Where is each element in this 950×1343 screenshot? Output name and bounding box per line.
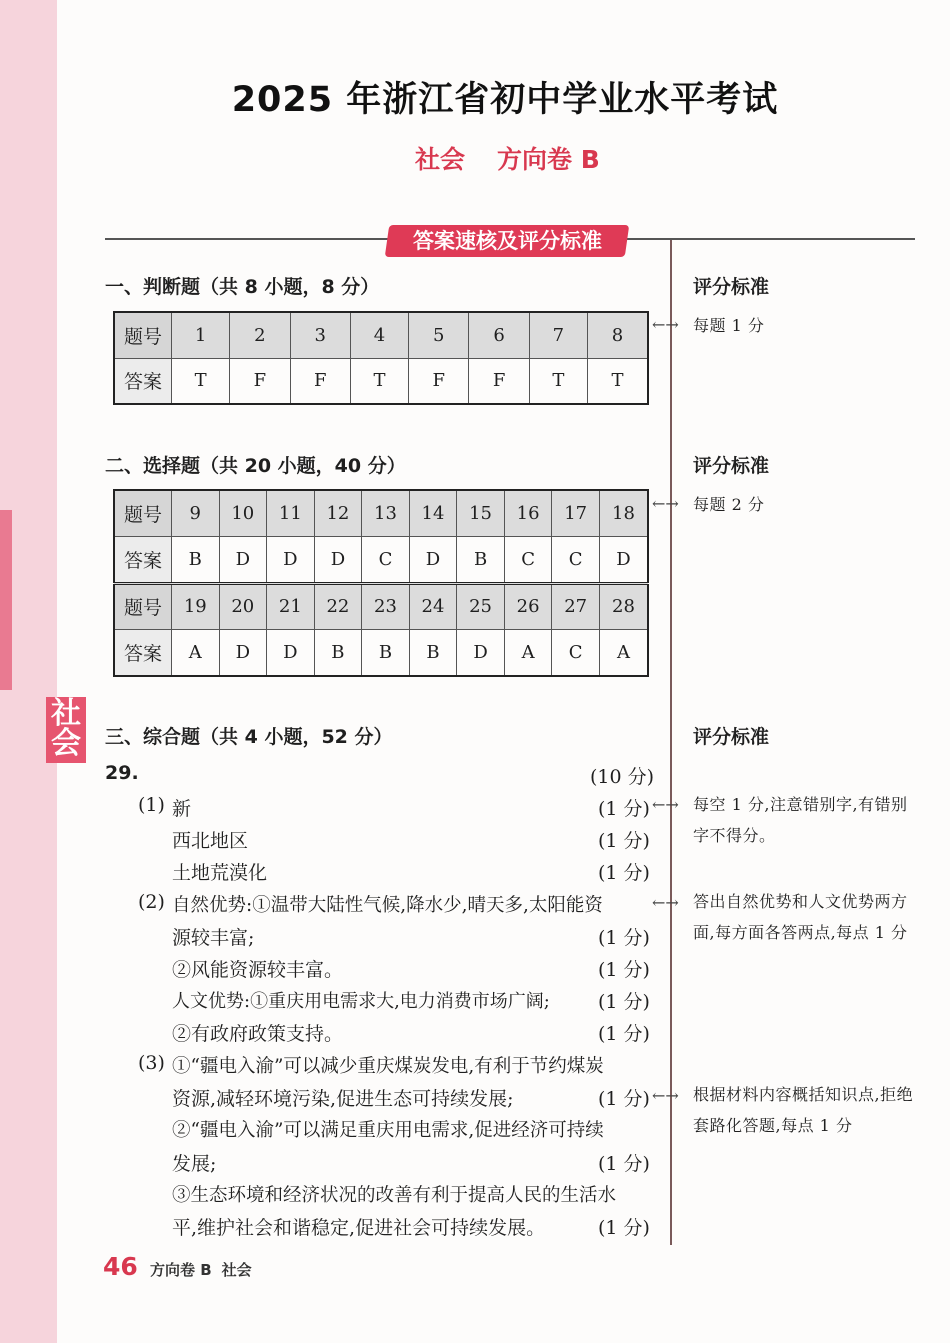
table-cell: 24: [409, 583, 457, 630]
table-cell: 9: [172, 490, 220, 537]
table-cell: 11: [267, 490, 315, 537]
table-cell: A: [172, 630, 220, 677]
pointer-arrow-icon: ←→: [652, 1086, 679, 1105]
q29-part2-line5: ②有政府政策支持。: [172, 1023, 344, 1045]
table-row: [114, 490, 648, 537]
table-cell: F: [409, 358, 469, 404]
table-cell: A: [599, 630, 648, 677]
table-cell: 12: [314, 490, 362, 537]
table-cell: 21: [267, 583, 315, 630]
point-score: (1 分): [598, 830, 650, 852]
subject-side-tab: 社会: [46, 697, 86, 763]
table-cell: 23: [362, 583, 410, 630]
q29-part3-label: (3): [138, 1052, 165, 1074]
q29-part1-line3: 土地荒漠化: [172, 862, 268, 884]
table-cell: C: [552, 630, 600, 677]
table-cell: D: [267, 537, 315, 584]
q29-part3-line4: 发展;: [172, 1153, 217, 1175]
table-cell: 13: [362, 490, 410, 537]
table-cell: F: [469, 358, 529, 404]
section1-table: [113, 311, 649, 405]
table-cell: D: [599, 537, 648, 584]
answer-banner-text: 答案速核及评分标准: [412, 229, 602, 253]
table-cell: 17: [552, 490, 600, 537]
table-cell: 22: [314, 583, 362, 630]
q29-part3-line5: ③生态环境和经济状况的改善有利于提高人民的生活水: [172, 1185, 617, 1206]
table-cell: 1: [172, 312, 230, 358]
table-cell: D: [409, 537, 457, 584]
table-cell: 18: [599, 490, 648, 537]
section3-criteria-note2: 答出自然优势和人文优势两方面,每方面各答两点,每点 1 分: [693, 892, 908, 942]
table-cell: B: [172, 537, 220, 584]
section1-criteria-heading: 评分标准: [693, 276, 770, 298]
section3-criteria-note3: 根据材料内容概括知识点,拒绝套路化答题,每点 1 分: [693, 1085, 914, 1135]
table-cell: F: [290, 358, 350, 404]
pointer-arrow-icon: ←→: [652, 494, 679, 513]
table-cell: 2: [230, 312, 290, 358]
q29-part2-line1: 自然优势:①温带大陆性气候,降水少,晴天多,太阳能资: [172, 895, 603, 916]
pointer-arrow-icon: ←→: [652, 315, 679, 334]
q29-part3-line3: ②“疆电入渝”可以满足重庆用电需求,促进经济可持续: [172, 1120, 604, 1141]
subtitle-subject: 社会: [415, 145, 466, 174]
q29-total: (10 分): [590, 766, 655, 788]
section2-criteria-note: 每题 2 分: [693, 495, 765, 514]
section3-criteria-note1: 每空 1 分,注意错别字,有错别字不得分。: [693, 795, 908, 845]
table-cell: 27: [552, 583, 600, 630]
answer-banner: [385, 225, 629, 257]
table-row: [114, 358, 648, 404]
table-cell: B: [362, 630, 410, 677]
table-cell: D: [219, 537, 267, 584]
table-cell: 3: [290, 312, 350, 358]
table-cell: C: [552, 537, 600, 584]
table-row: [114, 312, 648, 358]
q29-part2-line3: ②风能资源较丰富。: [172, 959, 344, 981]
table-cell: 26: [504, 583, 552, 630]
point-score: (1 分): [598, 959, 650, 981]
table-cell: 5: [409, 312, 469, 358]
table-cell: 16: [504, 490, 552, 537]
point-score: (1 分): [598, 1023, 650, 1045]
pointer-arrow-icon: ←→: [652, 795, 679, 814]
row-label-number: 题号: [114, 583, 172, 630]
section3-heading: 三、综合题（共 4 小题，52 分）: [105, 726, 393, 748]
table-cell: F: [230, 358, 290, 404]
footer-paper: 方向卷 B: [150, 1261, 212, 1279]
q29-part2-line2: 源较丰富;: [172, 927, 255, 949]
table-cell: C: [362, 537, 410, 584]
table-cell: T: [350, 358, 408, 404]
subtitle-paper: 方向卷 B: [497, 145, 600, 174]
row-label-answer: 答案: [114, 358, 172, 404]
q29-part1-line2: 西北地区: [172, 830, 249, 852]
table-cell: T: [529, 358, 587, 404]
section1-heading: 一、判断题（共 8 小题，8 分）: [105, 276, 380, 298]
table-cell: 15: [457, 490, 505, 537]
table-cell: B: [314, 630, 362, 677]
footer-subject: 社会: [221, 1261, 252, 1279]
point-score: (1 分): [598, 1088, 650, 1110]
table-cell: 25: [457, 583, 505, 630]
point-score: (1 分): [598, 991, 650, 1013]
table-cell: B: [457, 537, 505, 584]
section2-heading: 二、选择题（共 20 小题，40 分）: [105, 455, 406, 477]
q29-part1-line1: 新: [172, 798, 192, 820]
table-cell: 8: [588, 312, 649, 358]
table-cell: D: [219, 630, 267, 677]
table-cell: D: [457, 630, 505, 677]
q29-part2-label: (2): [138, 891, 165, 913]
section3-criteria-heading: 评分标准: [693, 726, 770, 748]
point-score: (1 分): [598, 1153, 650, 1175]
pointer-arrow-icon: ←→: [652, 893, 679, 912]
table-cell: C: [504, 537, 552, 584]
footer-label: [150, 1259, 262, 1280]
section2-criteria-heading: 评分标准: [693, 455, 770, 477]
table-cell: A: [504, 630, 552, 677]
table-cell: 6: [469, 312, 529, 358]
footer-page-number: 46: [103, 1252, 138, 1281]
point-score: (1 分): [598, 798, 650, 820]
point-score: (1 分): [598, 862, 650, 884]
row-label-number: 题号: [114, 312, 172, 358]
table-cell: 19: [172, 583, 220, 630]
table-cell: B: [409, 630, 457, 677]
table-cell: 28: [599, 583, 648, 630]
q29-part2-line4: 人文优势:①重庆用电需求大,电力消费市场广阔;: [172, 991, 550, 1012]
table-cell: T: [172, 358, 230, 404]
q29-number: 29.: [105, 762, 139, 784]
table-row: [114, 583, 648, 630]
row-label-answer: 答案: [114, 630, 172, 677]
row-label-answer: 答案: [114, 537, 172, 584]
table-cell: 7: [529, 312, 587, 358]
section1-criteria-note: 每题 1 分: [693, 316, 765, 335]
table-cell: D: [314, 537, 362, 584]
table-cell: D: [267, 630, 315, 677]
point-score: (1 分): [598, 1217, 650, 1239]
row-label-number: 题号: [114, 490, 172, 537]
point-score: (1 分): [598, 927, 650, 949]
table-cell: 14: [409, 490, 457, 537]
page-title: 2025 年浙江省初中学业水平考试: [231, 80, 779, 120]
page-subtitle: [415, 140, 632, 176]
table-row: [114, 630, 648, 677]
q29-part3-line2: 资源,减轻环境污染,促进生态可持续发展;: [172, 1088, 514, 1110]
table-cell: T: [588, 358, 649, 404]
table-cell: 10: [219, 490, 267, 537]
q29-part1-label: (1): [138, 794, 165, 816]
table-row: [114, 537, 648, 584]
q29-part3-line6: 平,维护社会和谐稳定,促进社会可持续发展。: [172, 1217, 546, 1239]
left-margin-accent: [0, 510, 12, 690]
q29-part3-line1: ①“疆电入渝”可以减少重庆煤炭发电,有利于节约煤炭: [172, 1056, 604, 1077]
table-cell: 20: [219, 583, 267, 630]
section2-table: [113, 489, 649, 677]
table-cell: 4: [350, 312, 408, 358]
